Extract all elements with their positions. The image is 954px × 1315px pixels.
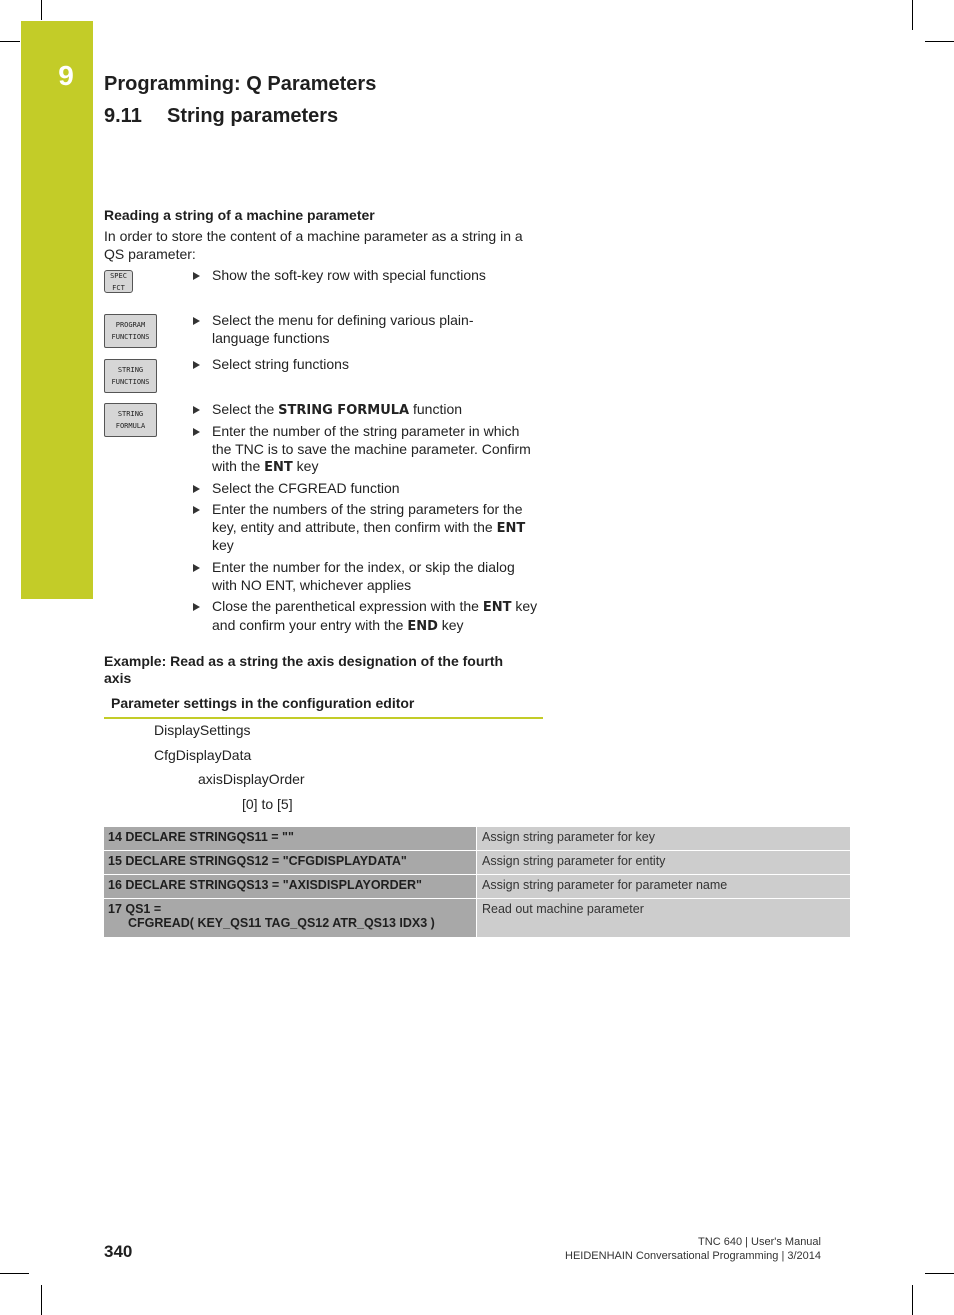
step-item: Enter the number for the index, or skip the dialog with NO ENT, whichever applies (193, 559, 533, 594)
bullet-triangle-icon (193, 272, 200, 280)
step-item: Select the menu for defining various plain-language functions (193, 312, 513, 347)
description-cell: Read out machine parameter (476, 899, 850, 937)
step-item: Select the STRING FORMULA function (193, 401, 543, 420)
table-row (104, 899, 850, 937)
config-tree-item: CfgDisplayData (154, 747, 252, 763)
table-row (104, 851, 850, 874)
crop-mark (41, 0, 42, 20)
string-functions-softkey: STRING FUNCTIONS (104, 359, 157, 393)
bullet-triangle-icon (193, 485, 200, 493)
spec-fct-softkey: SPEC FCT (104, 270, 133, 293)
bullet-triangle-icon (193, 361, 200, 369)
code-cell: 14 DECLARE STRINGQS11 = "" (104, 827, 476, 850)
footer-line: HEIDENHAIN Conversational Programming | 3/2014 (565, 1250, 821, 1262)
crop-mark (41, 1285, 42, 1315)
bullet-triangle-icon (193, 317, 200, 325)
step-item: Close the parenthetical expression with the ENT key and confirm your entry with the END key (193, 598, 543, 635)
chapter-tab (21, 21, 93, 599)
crop-mark (912, 1285, 913, 1315)
intro-heading: Reading a string of a machine parameter (104, 207, 375, 223)
intro-text: In order to store the content of a machine parameter as a string in a QS parameter: (104, 228, 523, 262)
program-functions-softkey: PROGRAM FUNCTIONS (104, 314, 157, 348)
page-number: 340 (104, 1242, 133, 1261)
section-name: String parameters (167, 105, 339, 127)
chapter-number: 9 (58, 60, 74, 91)
config-editor-heading: Parameter settings in the configuration editor (104, 695, 543, 719)
section-number: 9.11 (104, 105, 142, 127)
config-tree-item: DisplaySettings (154, 722, 251, 738)
description-cell: Assign string parameter for key (476, 827, 850, 850)
string-formula-softkey: STRING FORMULA (104, 403, 157, 437)
crop-mark (925, 1273, 954, 1274)
step-item: Show the soft-key row with special functions (193, 267, 543, 285)
config-tree-item: axisDisplayOrder (198, 771, 305, 787)
description-cell: Assign string parameter for entity (476, 851, 850, 874)
crop-mark (0, 41, 20, 42)
step-item: Select string functions (193, 356, 543, 374)
example-heading: Example: Read as a string the axis designation of the fourth axis (104, 653, 504, 686)
code-cell: 17 QS1 = CFGREAD( KEY_QS11 TAG_QS12 ATR_QS13 IDX3 ) (104, 899, 476, 937)
description-cell: Assign string parameter for parameter name (476, 875, 850, 898)
bullet-triangle-icon (193, 506, 200, 514)
step-item: Enter the number of the string parameter in which the TNC is to save the machine parameter. Confirm with the ENT key (193, 423, 533, 477)
crop-mark (0, 1273, 29, 1274)
crop-mark (925, 41, 954, 42)
table-row (104, 827, 850, 850)
bullet-triangle-icon (193, 406, 200, 414)
step-item: Select the CFGREAD function (193, 480, 543, 498)
code-cell: 16 DECLARE STRINGQS13 = "AXISDISPLAYORDER" (104, 875, 476, 898)
table-row (104, 875, 850, 898)
code-cell: 15 DECLARE STRINGQS12 = "CFGDISPLAYDATA" (104, 851, 476, 874)
footer-line: TNC 640 | User's Manual (698, 1236, 821, 1248)
bullet-triangle-icon (193, 564, 200, 572)
crop-mark (912, 0, 913, 30)
section-title (104, 105, 338, 128)
chapter-title: Programming: Q Parameters (104, 73, 377, 95)
step-item: Enter the numbers of the string parameters for the key, entity and attribute, then confirm with the ENT key (193, 501, 543, 555)
config-tree-item: [0] to [5] (242, 796, 293, 812)
page-footer (565, 1235, 821, 1263)
nc-code-table (104, 826, 850, 938)
bullet-triangle-icon (193, 428, 200, 436)
bullet-triangle-icon (193, 603, 200, 611)
